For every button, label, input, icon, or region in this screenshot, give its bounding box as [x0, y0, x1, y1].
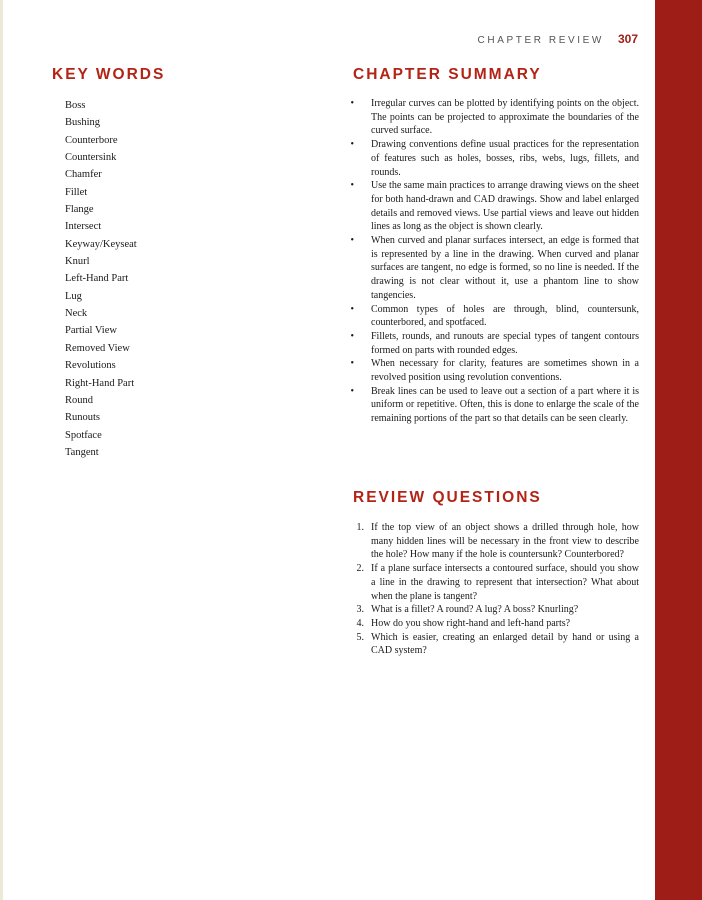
key-word: Tangent: [65, 446, 99, 458]
key-word: Revolutions: [65, 360, 116, 372]
running-head: [440, 32, 638, 46]
question-number: 5.: [356, 631, 364, 643]
key-word: Removed View: [65, 342, 130, 354]
key-word: Neck: [65, 308, 88, 320]
review-question: [344, 603, 639, 617]
summary-bullet: • Fillets, rounds, and runouts are special types of tangent contours formed on parts with rounded edges.: [344, 330, 639, 357]
summary-bullet: • Irregular curves can be plotted by identifying points on the object. The points can be projected to approximate the boundaries of the curved surface.: [344, 97, 639, 138]
key-word: Keyway/Keyseat: [65, 238, 137, 250]
key-word: Spotface: [65, 429, 102, 441]
key-word: Left-Hand Part: [65, 273, 129, 285]
key-words-list: [65, 97, 137, 461]
key-word: Countersink: [65, 152, 117, 164]
review-question: [344, 562, 639, 603]
review-question: [344, 631, 639, 658]
key-word: Right-Hand Part: [65, 377, 135, 389]
key-word: Partial View: [65, 325, 117, 337]
question-number: 1.: [356, 522, 364, 533]
key-word: Counterbore: [65, 134, 118, 146]
question-number: 4.: [356, 617, 364, 629]
question-text: If a plane surface intersects a contoured surface, should you show a line in the drawing to represent that intersection? What about when the plane is tangent?: [371, 563, 639, 602]
key-word: Knurl: [65, 256, 90, 268]
question-number: 3.: [356, 604, 364, 616]
summary-bullet: • Drawing conventions define usual practices for the representation of features such as holes, bosses, ribs, webs, lugs, fillets, and rounds.: [344, 138, 639, 179]
summary-bullet: • When necessary for clarity, features are sometimes shown in a revolved position using revolution conventions.: [344, 357, 639, 384]
key-word: Lug: [65, 290, 82, 302]
summary-bullet: • When curved and planar surfaces intersect, an edge is formed that is represented by a line in the drawing. When curved and planar surfaces are tangent, no edge is formed, so no line is needed. If the drawing is not clear without it, use a phantom line to show tangencies.: [344, 234, 639, 303]
question-text: If the top view of an object shows a drilled through hole, how many hidden lines will be necessary in the front view to describe the hole? How many if the hole is countersunk? Counterbored?: [371, 522, 639, 561]
question-number: 2.: [356, 563, 364, 575]
summary-bullet: • Break lines can be used to leave out a section of a part where it is uniform or repetitive. Often, this is done to enlarge the scale of the remaining portions of the part so that details can be seen clearly.: [344, 385, 639, 426]
review-question: [344, 617, 639, 631]
key-word: Intersect: [65, 221, 102, 233]
key-word: Chamfer: [65, 169, 102, 181]
key-words-heading: KEY WORDS: [52, 66, 166, 83]
key-word: Boss: [65, 100, 86, 111]
review-questions-heading: REVIEW QUESTIONS: [353, 489, 542, 506]
key-word: Runouts: [65, 412, 101, 424]
key-word: Flange: [65, 204, 94, 216]
chapter-color-band: [655, 0, 702, 900]
review-question: [344, 521, 639, 562]
key-word: Round: [65, 394, 94, 406]
summary-bullet: • Common types of holes are through, blind, countersunk, counterbored, and spotfaced.: [344, 303, 639, 330]
question-text: How do you show right-hand and left-hand parts?: [371, 617, 571, 629]
key-word: Bushing: [65, 117, 101, 129]
question-text: What is a fillet? A round? A lug? A boss? Knurling?: [371, 604, 579, 616]
running-head-label: CHAPTER REVIEW: [477, 35, 604, 46]
question-text: Which is easier, creating an enlarged detail by hand or using a CAD system?: [371, 631, 639, 657]
chapter-summary-list: [344, 97, 639, 426]
review-questions-list: [344, 521, 639, 658]
page-number: 307: [617, 32, 638, 46]
page-edge: [0, 0, 3, 900]
key-word: Fillet: [65, 186, 88, 198]
chapter-summary-heading: CHAPTER SUMMARY: [353, 66, 542, 83]
summary-bullet: • Use the same main practices to arrange drawing views on the sheet for both hand-drawn and CAD drawings. Show and label enlarged details and removed views. Use partial views and leave out hidden lines as long as the object is shown clearly.: [344, 179, 639, 234]
